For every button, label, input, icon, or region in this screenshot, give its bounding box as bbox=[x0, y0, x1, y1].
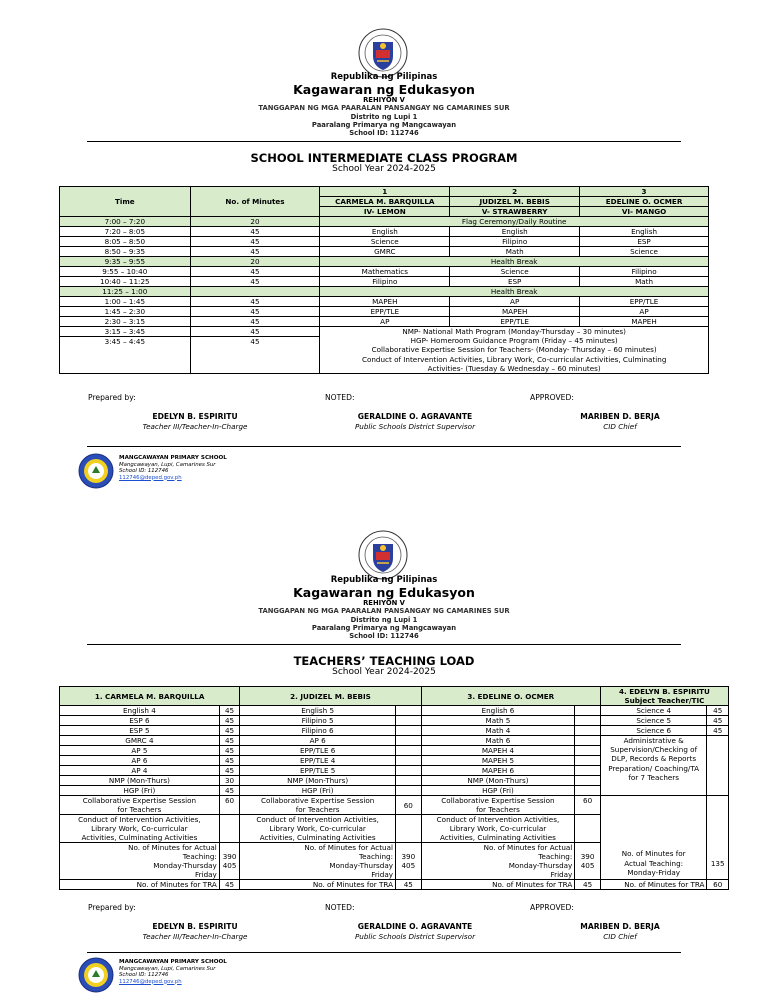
subject-cell: English 5 bbox=[240, 706, 396, 716]
nm-line: No. of Minutes for Actual bbox=[128, 843, 217, 852]
footer-address: Mangcawayan, Lupi, Camarines Sur bbox=[119, 461, 216, 468]
subject-cell: English bbox=[580, 227, 709, 237]
prepared-label: Prepared by: bbox=[88, 393, 136, 402]
footer-divider bbox=[87, 952, 681, 953]
cia-line: Library Work, Co-curricular bbox=[449, 824, 547, 833]
minutes-cell: 30 bbox=[219, 776, 239, 786]
prepared-position: Teacher III/Teacher-In-Charge bbox=[142, 932, 248, 941]
approved-name: MARIBEN D. BERJA bbox=[580, 922, 660, 931]
nm-value: 390 bbox=[401, 852, 416, 861]
minutes-cell: 45 bbox=[190, 297, 320, 307]
minutes-cell: 45 bbox=[219, 716, 239, 726]
nm-line: Monday-Thursday bbox=[153, 861, 217, 870]
cia-line: Activities, Culminating Activities bbox=[259, 833, 376, 842]
header-divider bbox=[87, 141, 681, 142]
time-cell: 7:20 – 8:05 bbox=[60, 227, 191, 237]
cia-line: Library Work, Co-curricular bbox=[91, 824, 188, 833]
ces-line: for Teachers bbox=[295, 805, 340, 814]
note-line: NMP- National Math Program (Monday-Thursday – 30 minutes) bbox=[402, 327, 626, 336]
minutes-cell bbox=[575, 843, 601, 880]
minutes-cell: 45 bbox=[190, 227, 320, 237]
approved-name: MARIBEN D. BERJA bbox=[580, 412, 660, 421]
minutes-cell bbox=[190, 287, 320, 297]
office-text: TANGGAPAN NG MGA PAARALAN PANSANGAY NG CAMARINES SUR bbox=[258, 104, 510, 112]
minutes-cell: 60 bbox=[575, 796, 601, 815]
t4-nm-line: No. of Minutes for bbox=[621, 849, 686, 859]
table-row bbox=[60, 880, 729, 890]
prepared-name: EDELYN B. ESPIRITU bbox=[152, 922, 238, 931]
subject-cell: EPP/TLE 5 bbox=[240, 766, 396, 776]
table-row bbox=[60, 706, 729, 716]
subject-cell: ESP 5 bbox=[60, 726, 220, 736]
time-cell: 9:55 – 10:40 bbox=[60, 267, 191, 277]
minutes-cell: 45 bbox=[219, 726, 239, 736]
cia-cell bbox=[60, 815, 220, 843]
subject-cell: English 4 bbox=[60, 706, 220, 716]
time-cell: 3:45 – 4:45 bbox=[60, 337, 191, 374]
minutes-cell bbox=[219, 843, 239, 880]
t4-nm-line: Monday-Friday bbox=[627, 867, 680, 877]
actual-teaching-cell bbox=[421, 843, 575, 880]
cia-cell bbox=[421, 815, 575, 843]
subject-cell: Science 4 bbox=[600, 706, 707, 716]
subject-cell: English bbox=[450, 227, 580, 237]
minutes-cell bbox=[575, 736, 601, 746]
cia-line: Conduct of Intervention Activities, bbox=[436, 815, 560, 824]
prepared-name: EDELYN B. ESPIRITU bbox=[152, 412, 238, 421]
minutes-cell bbox=[575, 815, 601, 843]
minutes-cell bbox=[575, 726, 601, 736]
subject-cell: Science 5 bbox=[600, 716, 707, 726]
approved-position: CID Chief bbox=[603, 422, 637, 431]
minutes-cell bbox=[575, 716, 601, 726]
note-line: Collaborative Expertise Session for Teachers- (Monday- Thursday – 60 minutes) bbox=[371, 345, 657, 355]
nm-line: Monday-Thursday bbox=[329, 861, 394, 870]
minutes-cell: 60 bbox=[707, 880, 729, 890]
teacher-section: VI- MANGO bbox=[580, 207, 709, 217]
minutes-cell: 60 bbox=[396, 796, 422, 815]
subject-cell: ESP 6 bbox=[60, 716, 220, 726]
teacher-3-header: 3. EDELINE O. OCMER bbox=[421, 687, 600, 706]
time-cell: 8:50 – 9:35 bbox=[60, 247, 191, 257]
class-program-title: SCHOOL INTERMEDIATE CLASS PROGRAM bbox=[250, 151, 518, 165]
subject-cell: AP bbox=[450, 297, 580, 307]
teacher-section: IV- LEMON bbox=[320, 207, 450, 217]
nm-line: Friday bbox=[195, 870, 217, 879]
district-text: Distrito ng Lupi 1 bbox=[350, 616, 418, 624]
minutes-cell bbox=[396, 716, 422, 726]
subject-cell: Math 6 bbox=[421, 736, 575, 746]
subject-cell: MAPEH 6 bbox=[421, 766, 575, 776]
subject-cell: MAPEH 5 bbox=[421, 756, 575, 766]
cia-line: Library Work, Co-curricular bbox=[269, 824, 366, 833]
school-id-text: School ID: 112746 bbox=[349, 129, 419, 137]
footer-address: Mangcawayan, Lupi, Camarines Sur bbox=[119, 965, 216, 972]
subject-cell: AP 5 bbox=[60, 746, 220, 756]
time-cell: 8:05 – 8:50 bbox=[60, 237, 191, 247]
subject-cell: ESP bbox=[580, 237, 709, 247]
approved-label: APPROVED: bbox=[530, 903, 574, 912]
noted-name: GERALDINE O. AGRAVANTE bbox=[357, 412, 473, 421]
nm-line: No. of Minutes for Actual bbox=[304, 843, 394, 852]
time-cell: 1:45 – 2:30 bbox=[60, 307, 191, 317]
table-row bbox=[60, 237, 709, 247]
subject-cell: EPP/TLE bbox=[580, 297, 709, 307]
subject-cell: Filipino 6 bbox=[240, 726, 396, 736]
footer-school-id: School ID: 112746 bbox=[119, 972, 169, 978]
footer-email-link[interactable]: 112746@deped.gov.ph bbox=[119, 978, 182, 985]
school-text: Paaralang Primarya ng Mangcawayan bbox=[311, 121, 457, 129]
minutes-cell bbox=[575, 706, 601, 716]
teacher-num: 2 bbox=[450, 187, 580, 197]
time-cell: 3:15 – 3:45 bbox=[60, 327, 191, 337]
school-text: Paaralang Primarya ng Mangcawayan bbox=[311, 624, 457, 632]
subject-cell: AP 4 bbox=[60, 766, 220, 776]
nm-value: 390 bbox=[580, 852, 595, 861]
minutes-cell: 60 bbox=[219, 796, 239, 815]
minutes-cell: 45 bbox=[219, 766, 239, 776]
deped-seal-icon bbox=[358, 28, 408, 78]
teacher-name: CARMELA M. BARQUILLA bbox=[320, 197, 450, 207]
subject-cell: NMP (Mon-Thurs) bbox=[421, 776, 575, 786]
minutes-cell: 20 bbox=[190, 257, 320, 267]
ces-cell bbox=[421, 796, 575, 815]
teacher-num: 1 bbox=[320, 187, 450, 197]
subject-cell: Filipino bbox=[450, 237, 580, 247]
ces-cell bbox=[60, 796, 220, 815]
table-row bbox=[60, 317, 709, 327]
time-cell: 9:35 – 9:55 bbox=[60, 257, 191, 267]
ces-cell bbox=[240, 796, 396, 815]
school-logo-icon bbox=[78, 453, 114, 489]
subject-cell: HGP (Fri) bbox=[240, 786, 396, 796]
ces-line: Collaborative Expertise Session bbox=[260, 796, 375, 805]
footer-info bbox=[119, 959, 227, 985]
subject-cell: English 6 bbox=[421, 706, 575, 716]
minutes-cell bbox=[396, 815, 422, 843]
subject-cell: GMRC 4 bbox=[60, 736, 220, 746]
district-text: Distrito ng Lupi 1 bbox=[350, 113, 418, 121]
cia-line: Conduct of Intervention Activities, bbox=[256, 815, 379, 824]
minutes-cell: 45 bbox=[190, 317, 320, 327]
minutes-cell bbox=[575, 766, 601, 776]
actual-teaching-cell bbox=[240, 843, 396, 880]
subject-cell: NMP (Mon-Thurs) bbox=[240, 776, 396, 786]
minutes-cell: 45 bbox=[219, 880, 239, 890]
subject-cell: MAPEH bbox=[450, 307, 580, 317]
span-cell: Health Break bbox=[320, 257, 709, 267]
table-row bbox=[60, 247, 709, 257]
prepared-position: Teacher III/Teacher-In-Charge bbox=[142, 422, 248, 431]
note-line: Activities- (Tuesday & Wednesday – 60 minutes) bbox=[427, 363, 601, 373]
subject-cell: Mathematics bbox=[320, 267, 450, 277]
minutes-cell bbox=[575, 756, 601, 766]
minutes-cell: 45 bbox=[219, 756, 239, 766]
table-row bbox=[60, 217, 709, 227]
footer-school-id: School ID: 112746 bbox=[119, 468, 169, 474]
region-text: REHIYON V bbox=[363, 96, 405, 104]
teacher-4-name: 4. EDELYN B. ESPIRITU bbox=[619, 687, 710, 696]
teacher-num: 3 bbox=[580, 187, 709, 197]
teacher-name: JUDIZEL M. BEBIS bbox=[450, 197, 580, 207]
table-row bbox=[60, 257, 709, 267]
minutes-cell: 45 bbox=[219, 746, 239, 756]
noted-position: Public Schools District Supervisor bbox=[354, 422, 476, 431]
minutes-cell: 45 bbox=[219, 786, 239, 796]
department-text: Kagawaran ng Edukasyon bbox=[293, 82, 475, 97]
subject-cell: EPP/TLE bbox=[450, 317, 580, 327]
minutes-cell: 20 bbox=[190, 217, 320, 227]
school-id-text: School ID: 112746 bbox=[349, 632, 419, 640]
span-cell: Health Break bbox=[320, 287, 709, 297]
ces-line: for Teachers bbox=[117, 805, 162, 814]
header-divider bbox=[87, 644, 681, 645]
footer-email-link[interactable]: 112746@deped.gov.ph bbox=[119, 474, 182, 481]
minutes-cell: 45 bbox=[190, 307, 320, 317]
nm-value: 405 bbox=[401, 861, 416, 870]
subject-cell: Math 5 bbox=[421, 716, 575, 726]
minutes-cell bbox=[396, 726, 422, 736]
minutes-cell: 45 bbox=[219, 706, 239, 716]
cia-line: Conduct of Intervention Activities, bbox=[78, 815, 201, 824]
minutes-cell bbox=[396, 766, 422, 776]
cia-cell bbox=[240, 815, 396, 843]
ces-line: Collaborative Expertise Session bbox=[441, 796, 555, 805]
nm-value: 405 bbox=[580, 861, 595, 870]
nm-line: Friday bbox=[550, 870, 573, 879]
table-row bbox=[60, 716, 729, 726]
nm-line: Teaching: bbox=[182, 852, 217, 861]
table-row bbox=[60, 287, 709, 297]
minutes-cell: 45 bbox=[575, 880, 601, 890]
republic-text: Republika ng Pilipinas bbox=[330, 575, 438, 585]
teaching-load-title: TEACHERS’ TEACHING LOAD bbox=[293, 654, 475, 668]
subject-cell: MAPEH bbox=[320, 297, 450, 307]
subject-cell: Math bbox=[580, 277, 709, 287]
subject-cell: HGP (Fri) bbox=[421, 786, 575, 796]
teaching-load-school-year: School Year 2024-2025 bbox=[332, 667, 436, 677]
noted-name: GERALDINE O. AGRAVANTE bbox=[357, 922, 473, 931]
republic-text: Republika ng Pilipinas bbox=[330, 72, 438, 82]
teacher-section: V- STRAWBERRY bbox=[450, 207, 580, 217]
table-row bbox=[60, 796, 729, 815]
minutes-cell bbox=[707, 736, 729, 796]
subject-cell: Science bbox=[580, 247, 709, 257]
subject-cell: English bbox=[320, 227, 450, 237]
teacher-4-role: Subject Teacher/TIC bbox=[624, 696, 705, 705]
subject-cell: AP bbox=[320, 317, 450, 327]
span-cell: Flag Ceremony/Daily Routine bbox=[320, 217, 709, 227]
col-minutes-header: No. of Minutes bbox=[190, 187, 320, 217]
col-time-header: Time bbox=[60, 187, 191, 217]
tra-label: No. of Minutes for TRA bbox=[600, 880, 707, 890]
footer-school-name: MANGCAWAYAN PRIMARY SCHOOL bbox=[119, 959, 227, 965]
table-row bbox=[60, 327, 709, 337]
footer-divider bbox=[87, 446, 681, 447]
minutes-cell: 135 bbox=[707, 796, 729, 880]
time-cell: 1:00 – 1:45 bbox=[60, 297, 191, 307]
subject-cell: AP bbox=[580, 307, 709, 317]
class-program-table bbox=[59, 186, 709, 374]
subject-cell: EPP/TLE 6 bbox=[240, 746, 396, 756]
nm-line: Teaching: bbox=[358, 852, 394, 861]
minutes-cell: 45 bbox=[190, 337, 320, 374]
noted-position: Public Schools District Supervisor bbox=[354, 932, 476, 941]
subject-cell: EPP/TLE bbox=[320, 307, 450, 317]
subject-cell: Science bbox=[320, 237, 450, 247]
footer-info bbox=[119, 455, 227, 481]
subject-cell: Filipino bbox=[320, 277, 450, 287]
subject-cell: MAPEH 4 bbox=[421, 746, 575, 756]
minutes-cell bbox=[575, 786, 601, 796]
subject-cell: NMP (Mon-Thurs) bbox=[60, 776, 220, 786]
ces-line: for Teachers bbox=[476, 805, 520, 814]
minutes-cell bbox=[396, 736, 422, 746]
time-cell: 11:25 – 1:00 bbox=[60, 287, 191, 297]
ces-line: Collaborative Expertise Session bbox=[82, 796, 197, 805]
minutes-cell: 45 bbox=[190, 267, 320, 277]
cia-line: Activities, Culminating Activities bbox=[440, 833, 556, 842]
nm-line: No. of Minutes for Actual bbox=[483, 843, 573, 852]
approved-label: APPROVED: bbox=[530, 393, 574, 402]
time-cell: 7:00 – 7:20 bbox=[60, 217, 191, 227]
tra-label: No. of Minutes for TRA bbox=[421, 880, 575, 890]
note-line: HGP- Homeroom Guidance Program (Friday – 45 minutes) bbox=[410, 336, 618, 346]
minutes-cell: 45 bbox=[396, 880, 422, 890]
t4-nm-line: Actual Teaching: bbox=[624, 858, 684, 868]
prepared-label: Prepared by: bbox=[88, 903, 136, 912]
region-text: REHIYON V bbox=[363, 599, 405, 607]
table-row bbox=[60, 736, 729, 746]
tra-label: No. of Minutes for TRA bbox=[240, 880, 396, 890]
nm-line: Teaching: bbox=[538, 852, 573, 861]
table-row bbox=[60, 297, 709, 307]
minutes-cell bbox=[396, 776, 422, 786]
table-row bbox=[60, 267, 709, 277]
minutes-cell: 45 bbox=[190, 247, 320, 257]
subject-cell: Filipino 5 bbox=[240, 716, 396, 726]
nm-value: 405 bbox=[222, 861, 237, 870]
nm-line: Monday-Thursday bbox=[508, 861, 573, 870]
subject-cell: Science 6 bbox=[600, 726, 707, 736]
deped-seal-icon bbox=[358, 530, 408, 580]
nm-line: Friday bbox=[371, 870, 394, 879]
minutes-cell bbox=[396, 706, 422, 716]
minutes-cell bbox=[219, 815, 239, 843]
table-row bbox=[60, 277, 709, 287]
subject-cell: AP 6 bbox=[240, 736, 396, 746]
subject-cell: Science bbox=[450, 267, 580, 277]
minutes-cell: 45 bbox=[707, 726, 729, 736]
minutes-cell bbox=[396, 746, 422, 756]
nm-value: 390 bbox=[222, 852, 237, 861]
noted-label: NOTED: bbox=[325, 903, 355, 912]
minutes-cell bbox=[396, 843, 422, 880]
class-program-school-year: School Year 2024-2025 bbox=[332, 164, 436, 174]
minutes-cell bbox=[575, 776, 601, 786]
minutes-cell: 45 bbox=[190, 327, 320, 337]
approved-position: CID Chief bbox=[603, 932, 637, 941]
teaching-load-table bbox=[59, 686, 729, 890]
minutes-cell: 45 bbox=[190, 277, 320, 287]
minutes-cell bbox=[575, 746, 601, 756]
school-logo-icon bbox=[78, 957, 114, 993]
actual-teaching-cell bbox=[60, 843, 220, 880]
subject-cell: ESP bbox=[450, 277, 580, 287]
teacher-1-header: 1. CARMELA M. BARQUILLA bbox=[60, 687, 240, 706]
minutes-cell bbox=[396, 756, 422, 766]
minutes-cell: 45 bbox=[707, 716, 729, 726]
note-line: Conduct of Intervention Activities, Library Work, Co-curricular Activities, Culminating bbox=[361, 354, 667, 364]
subject-cell: EPP/TLE 4 bbox=[240, 756, 396, 766]
teacher-2-header: 2. JUDIZEL M. BEBIS bbox=[240, 687, 421, 706]
teacher-4-header bbox=[600, 687, 728, 706]
subject-cell: Math bbox=[450, 247, 580, 257]
subject-cell: Math 4 bbox=[421, 726, 575, 736]
subject-cell: GMRC bbox=[320, 247, 450, 257]
table-row bbox=[60, 307, 709, 317]
minutes-cell: 45 bbox=[190, 237, 320, 247]
admin-duties-cell: Administrative & Supervision/Checking of DLP, Records & Reports Preparation/ Coaching/TA for 7 Teachers bbox=[600, 736, 707, 796]
tra-label: No. of Minutes for TRA bbox=[60, 880, 220, 890]
time-cell: 10:40 – 11:25 bbox=[60, 277, 191, 287]
subject-cell: AP 6 bbox=[60, 756, 220, 766]
time-cell: 2:30 – 3:15 bbox=[60, 317, 191, 327]
noted-label: NOTED: bbox=[325, 393, 355, 402]
notes-cell bbox=[320, 327, 709, 374]
table-row bbox=[60, 227, 709, 237]
subject-cell: Filipino bbox=[580, 267, 709, 277]
minutes-cell bbox=[396, 786, 422, 796]
cia-line: Activities, Culminating Activities bbox=[81, 833, 198, 842]
footer-school-name: MANGCAWAYAN PRIMARY SCHOOL bbox=[119, 455, 227, 461]
subject-cell: HGP (Fri) bbox=[60, 786, 220, 796]
office-text: TANGGAPAN NG MGA PAARALAN PANSANGAY NG CAMARINES SUR bbox=[258, 607, 510, 615]
minutes-cell: 45 bbox=[219, 736, 239, 746]
subject-cell: MAPEH bbox=[580, 317, 709, 327]
minutes-cell: 45 bbox=[707, 706, 729, 716]
table-row bbox=[60, 726, 729, 736]
teacher-name: EDELINE O. OCMER bbox=[580, 197, 709, 207]
department-text: Kagawaran ng Edukasyon bbox=[293, 585, 475, 600]
t4-minutes-cell bbox=[600, 796, 707, 880]
